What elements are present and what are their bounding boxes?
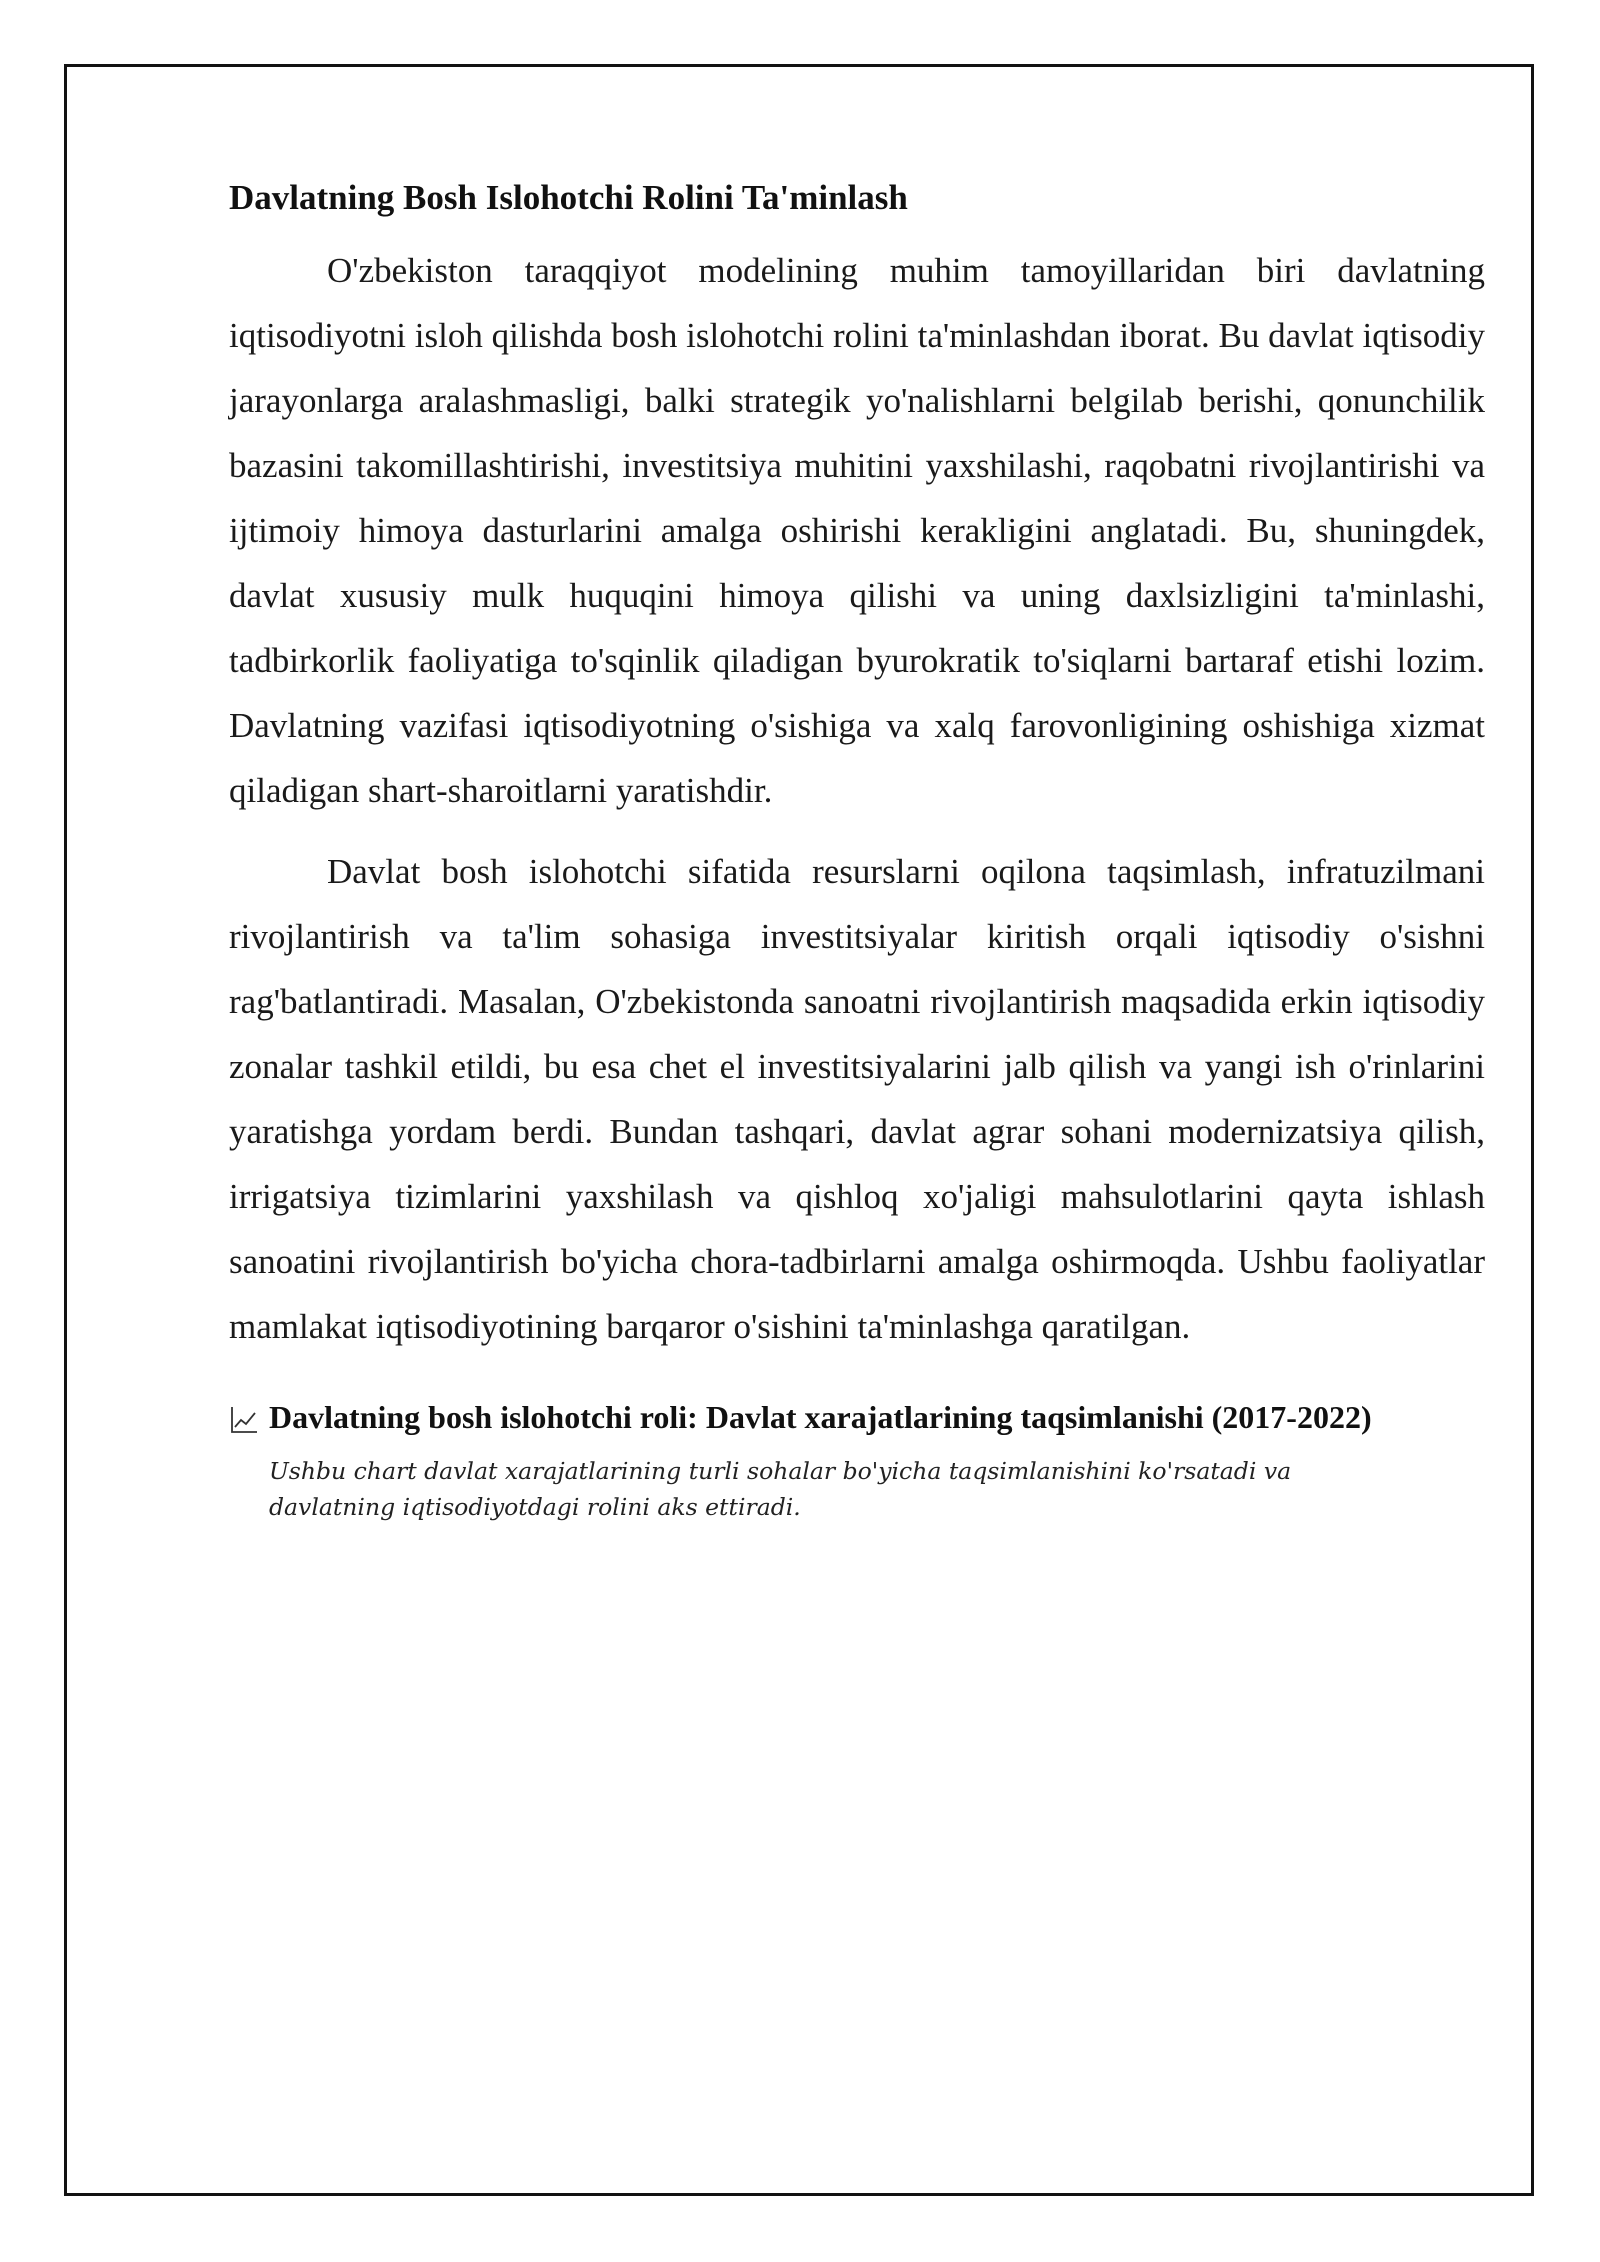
chart-heading: Davlatning bosh islohotchi roli: Davlat xarajatlarining taqsimlanishi (2017-2022) (269, 1399, 1372, 1435)
paragraph-1: O'zbekiston taraqqiyot modelining muhim tamoyillaridan biri davlatning iqtisodiyotni isloh qilishda bosh islohotchi rolini ta'minlashdan iborat. Bu davlat iqtisodiy jarayonlarga aralashmasligi, balki strategik yo'nalishlarni belgilab berishi, qonunchilik bazasini takomillashtirishi, investitsiya muhitini yaxshilashi, raqobatni rivojlantirishi va ijtimoiy himoya dasturlarini amalga oshirishi kerakligini anglatadi. Bu, shuningdek, davlat xususiy mulk huquqini himoya qilishi va uning daxlsizligini ta'minlashi, tadbirkorlik faoliyatiga to'sqinlik qiladigan byurokratik to'siqlarni bartaraf etishi lozim. Davlatning vazifasi iqtisodiyotning o'sishiga va xalq farovonligining oshishiga xizmat qiladigan shart-sharoitlarni yaratishdir. (229, 251, 1485, 810)
document-body (229, 168, 1485, 1525)
chart-section (229, 1395, 1485, 1525)
chart-heading-row (229, 1395, 1485, 1439)
document-title: Davlatning Bosh Islohotchi Rolini Ta'minlash (229, 178, 908, 217)
paragraph-2: Davlat bosh islohotchi sifatida resurslarni oqilona taqsimlash, infratuzilmani rivojlantirish va ta'lim sohasiga investitsiyalar kiritish orqali iqtisodiy o'sishni rag'batlantiradi. Masalan, O'zbekistonda sanoatni rivojlantirish maqsadida erkin iqtisodiy zonalar tashkil etildi, bu esa chet el investitsiyalarini jalb qilish va yangi ish o'rinlarini yaratishga yordam berdi. Bundan tashqari, davlat agrar sohani modernizatsiya qilish, irrigatsiya tizimlarini yaxshilash va qishloq xo'jaligi mahsulotlarini qayta ishlash sanoatini rivojlantirish bo'yicha chora-tadbirlarni amalga oshirmoqda. Ushbu faoliyatlar mamlakat iqtisodiyotining barqaror o'sishini ta'minlashga qaratilgan. (229, 852, 1485, 1346)
chart-caption: Ushbu chart davlat xarajatlarining turli sohalar bo'yicha taqsimlanishini ko'rsatadi va davlatning iqtisodiyotdagi rolini aks ettiradi. (269, 1457, 1292, 1521)
line-chart-icon (229, 1402, 259, 1432)
